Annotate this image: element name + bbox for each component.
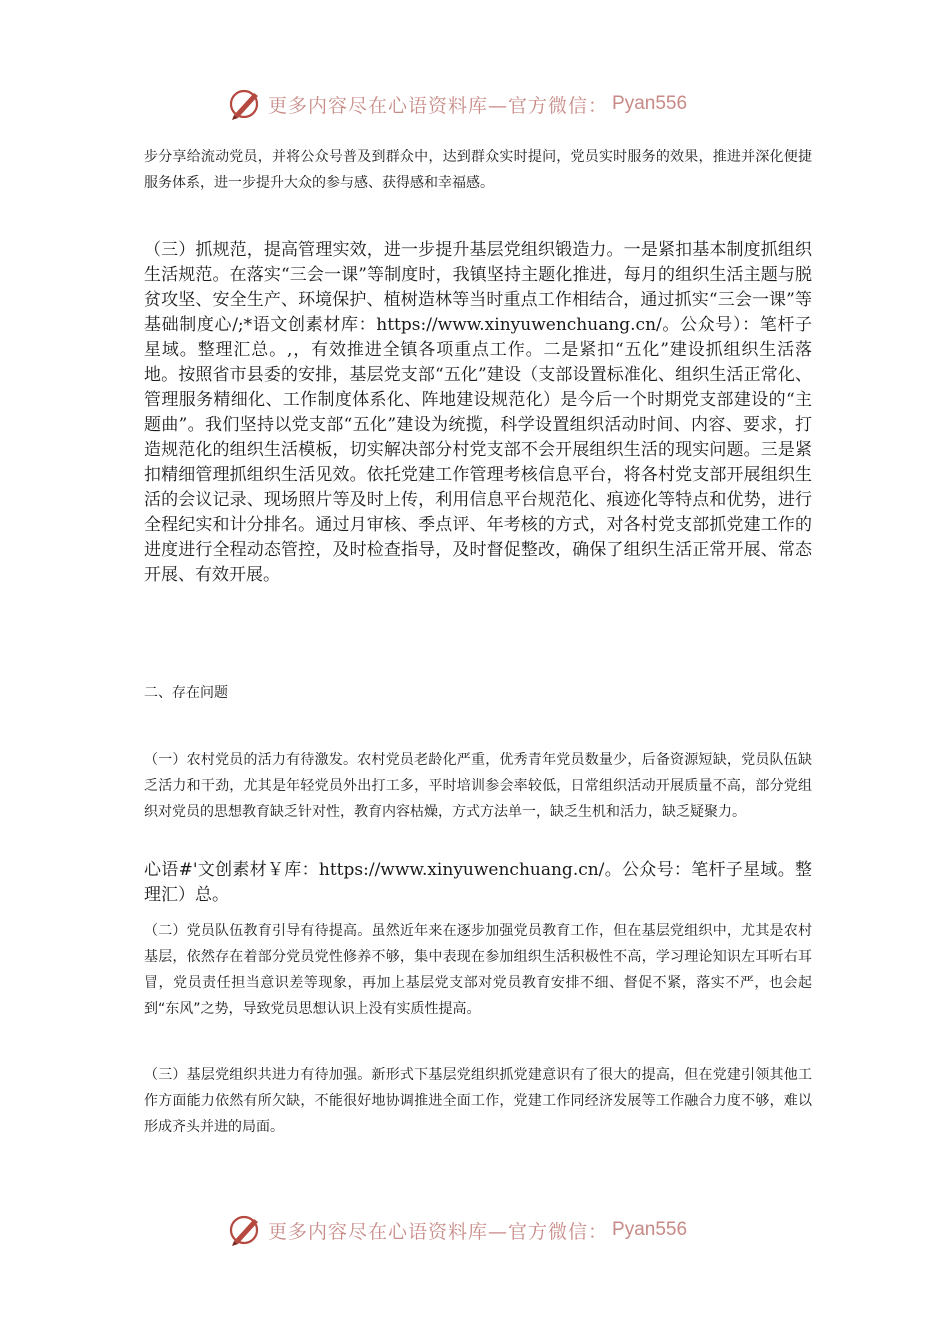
paragraph-problem-two: （二）党员队伍教育引导有待提高。虽然近年来在逐步加强党员教育工作，但在基层党组织中，尤其是农村基层，依然存在着部分党员党性修养不够，集中表现在参加组织生活积极性不高，学习理论知识左耳听右耳冒，党员责任担当意识差等现象，再加上基层党支部对党员教育安排不细、督促不紧，落实不严，也会起到“东风”之势，导致党员思想认识上没有实质性提高。 bbox=[144, 923, 812, 1017]
footer-banner bbox=[228, 1212, 687, 1248]
banner-separator: —官方微信： bbox=[488, 94, 609, 117]
paragraph-source-note: 心语#'文创素材￥库：https://www.xinyuwenchuang.cn/。公众号：笔杆子星域。整理汇）总。 bbox=[144, 860, 812, 905]
paragraph-intro-continuation: 步分享给流动党员，并将公众号普及到群众中，达到群众实时提问，党员实时服务的效果，推进并深化便捷服务体系，进一步提升大众的参与感、获得感和幸福感。 bbox=[144, 149, 812, 191]
pen-logo-icon bbox=[228, 1213, 262, 1247]
banner-text: 更多内容尽在心语资料库 bbox=[268, 94, 489, 117]
banner-wechat-id: Pyan556 bbox=[612, 1219, 688, 1240]
section-heading-existing-problems: 二、存在问题 bbox=[144, 685, 228, 701]
header-banner bbox=[228, 86, 687, 122]
paragraph-section-three-standardization: （三）抓规范，提高管理实效，进一步提升基层党组织锻造力。一是紧扣基本制度抓组织生活规范。在落实“三会一课”等制度时，我镇坚持主题化推进，每月的组织生活主题与脱贫攻坚、安全生产、环境保护、植树造林等当时重点工作相结合，通过抓实“三会一课”等基础制度心/;*语文创素材库：https://www.xinyuwenchuang.cn/。公众号）：笔杆子星域。整理汇总。,，有效推进全镇各项重点工作。二是紧扣“五化”建设抓组织生活落地。按照省市县委的安排，基层党支部“五化”建设（支部设置标准化、组织生活正常化、管理服务精细化、工作制度体系化、阵地建设规范化）是今后一个时期党支部建设的“主题曲”。我们坚持以党支部“五化”建设为统揽，科学设置组织活动时间、内容、要求，打造规范化的组织生活模板，切实解决部分村党支部不会开展组织生活的现实问题。三是紧扣精细管理抓组织生活见效。依托党建工作管理考核信息平台，将各村党支部开展组织生活的会议记录、现场照片等及时上传，利用信息平台规范化、痕迹化等特点和优势，进行全程纪实和计分排名。通过月审核、季点评、年考核的方式，对各村党支部抓党建工作的进度进行全程动态管控，及时检查指导，及时督促整改，确保了组织生活正常开展、常态开展、有效开展。 bbox=[144, 240, 812, 585]
banner-wechat-id: Pyan556 bbox=[612, 93, 688, 114]
banner-text: 更多内容尽在心语资料库 bbox=[268, 1220, 489, 1243]
pen-logo-icon bbox=[228, 87, 262, 121]
paragraph-problem-one: （一）农村党员的活力有待激发。农村党员老龄化严重，优秀青年党员数量少，后备资源短缺，党员队伍缺乏活力和干劲，尤其是年轻党员外出打工多，平时培训参会率较低，日常组织活动开展质量不高，部分党组织对党员的思想教育缺乏针对性，教育内容枯燥，方式方法单一，缺乏生机和活力，缺乏疑聚力。 bbox=[144, 752, 812, 820]
paragraph-problem-three: （三）基层党组织共进力有待加强。新形式下基层党组织抓党建意识有了很大的提高，但在党建引领其他工作方面能力依然有所欠缺，不能很好地协调推进全面工作，党建工作同经济发展等工作融合力度不够，难以形成齐头并进的局面。 bbox=[144, 1067, 812, 1135]
banner-separator: —官方微信： bbox=[488, 1220, 609, 1243]
